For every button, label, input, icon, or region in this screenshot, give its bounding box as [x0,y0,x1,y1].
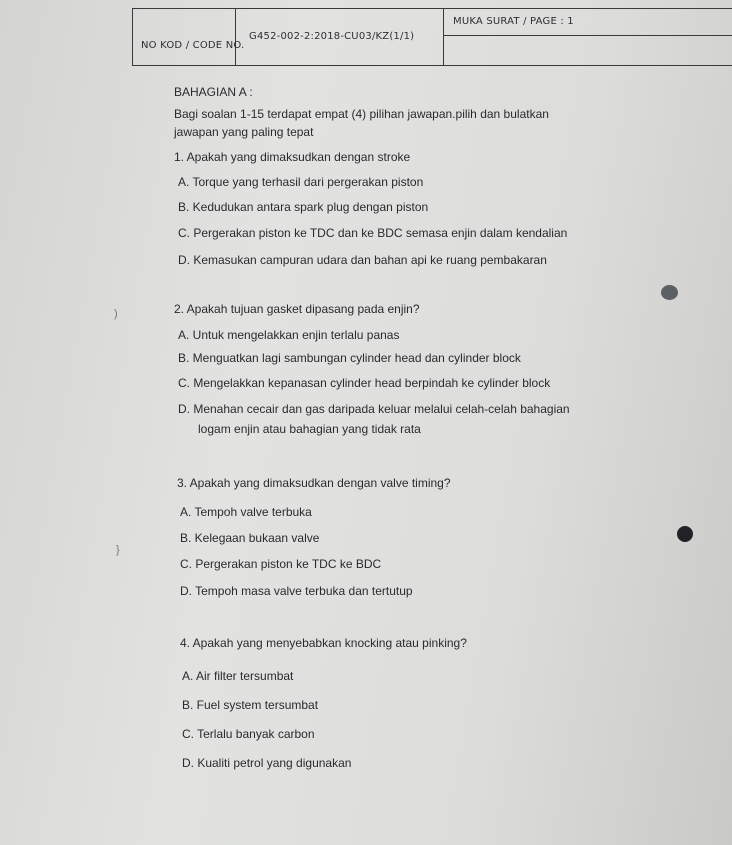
q2-option-b: B. Menguatkan lagi sambungan cylinder head dan cylinder block [178,351,521,365]
punch-hole-mark [677,526,693,542]
q3-option-d: D. Tempoh masa valve terbuka dan tertutup [180,584,413,598]
q2-option-c: C. Mengelakkan kepanasan cylinder head berpindah ke cylinder block [178,376,551,390]
code-value: G452-002-2:2018-CU03/KZ(1/1) [249,31,415,42]
question-3: 3. Apakah yang dimaksudkan dengan valve timing? [177,476,451,490]
question-2: 2. Apakah tujuan gasket dipasang pada enjin? [174,302,420,316]
punch-hole-mark [661,285,678,300]
header-table [132,8,732,66]
question-4: 4. Apakah yang menyebabkan knocking atau pinking? [180,636,467,650]
q1-option-b: B. Kedudukan antara spark plug dengan piston [178,200,429,214]
q3-option-c: C. Pergerakan piston ke TDC ke BDC [180,557,382,571]
q3-option-a: A. Tempoh valve terbuka [180,505,312,519]
code-label: NO KOD / CODE NO. [141,40,245,51]
question-1: 1. Apakah yang dimaksudkan dengan stroke [174,150,411,164]
header-divider [235,8,236,65]
q3-option-b: B. Kelegaan bukaan valve [180,531,320,545]
header-divider [443,35,732,36]
q2-option-d-continued: logam enjin atau bahagian yang tidak rata [198,422,421,436]
section-title: BAHAGIAN A : [174,85,253,99]
q1-option-c: C. Pergerakan piston ke TDC dan ke BDC semasa enjin dalam kendalian [178,226,568,240]
q4-option-b: B. Fuel system tersumbat [182,698,319,712]
q1-option-a: A. Torque yang terhasil dari pergerakan piston [178,175,424,189]
pencil-mark: } [116,544,120,556]
page-label: MUKA SURAT / PAGE : 1 [453,16,574,27]
instruction-line-1: Bagi soalan 1-15 terdapat empat (4) pilihan jawapan.pilih dan bulatkan [174,107,549,121]
pencil-mark: ) [114,308,118,320]
q4-option-a: A. Air filter tersumbat [182,669,294,683]
q4-option-d: D. Kualiti petrol yang digunakan [182,756,352,770]
q4-option-c: C. Terlalu banyak carbon [182,727,315,741]
q2-option-a: A. Untuk mengelakkan enjin terlalu panas [178,328,400,342]
instruction-line-2: jawapan yang paling tepat [174,125,314,139]
q2-option-d: D. Menahan cecair dan gas daripada keluar melalui celah-celah bahagian [178,402,570,416]
q1-option-d: D. Kemasukan campuran udara dan bahan api ke ruang pembakaran [178,253,547,267]
header-divider [443,8,444,65]
